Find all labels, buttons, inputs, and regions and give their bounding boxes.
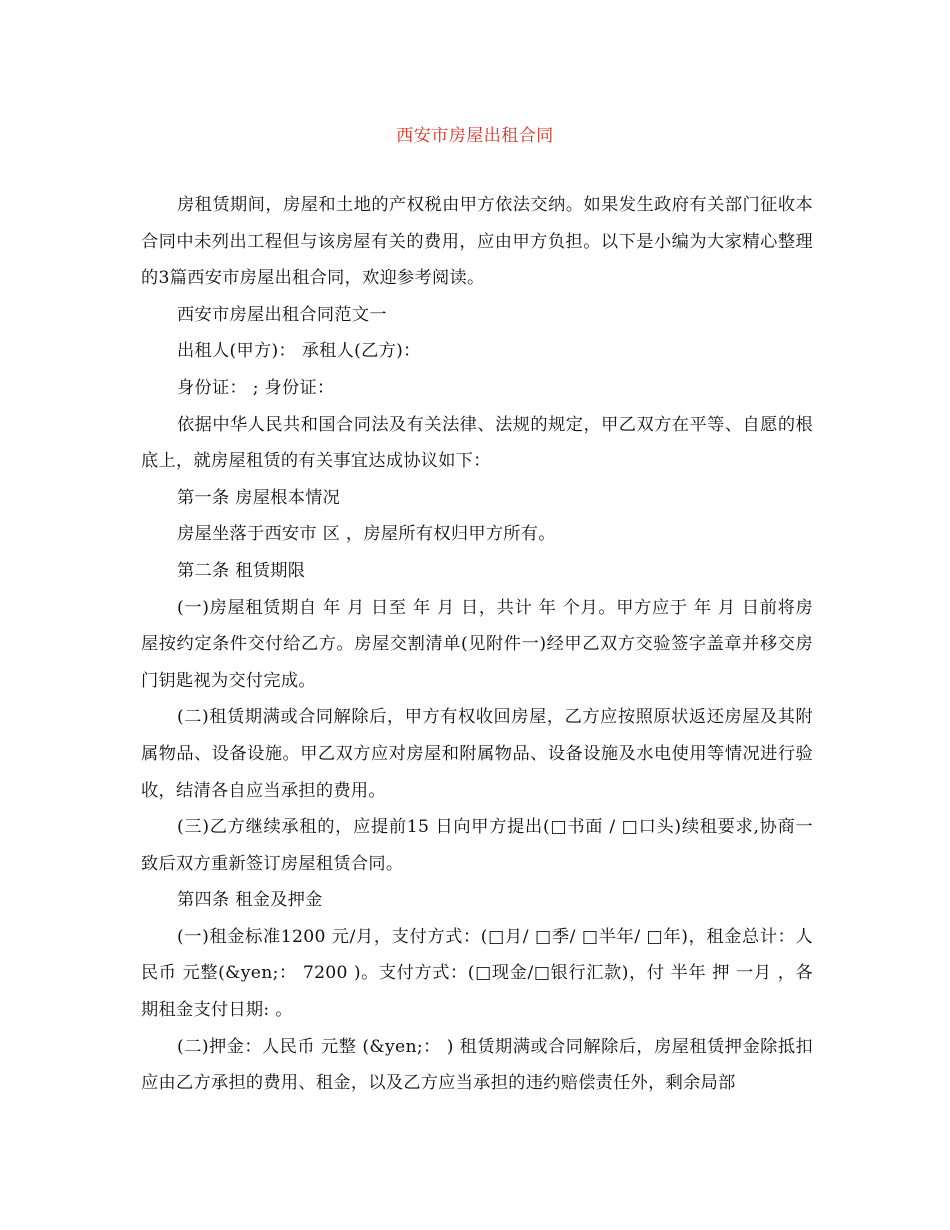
document-title: 西安市房屋出租合同 — [396, 126, 554, 146]
article-4-clause-2: (二)押金：人民币 元整 (&yen;： ) 租赁期满或合同解除后，房屋租赁押金除抵扣应由乙方承担的费用、租金，以及乙方应当承担的违约赔偿责任外，剩余局部 — [141, 1036, 813, 1094]
paragraph-id-cards: 身份证： ; 身份证： — [177, 377, 335, 398]
article-4-clause-1: (一)租金标准1200 元/月，支付方式：(□月/ □季/ □半年/ □年)，租金总计：人民币 元整(&yen;： 7200 )。支付方式：(□现金/□银行汇款)，付 半年 押 一月 ，各期租金支付日期: 。 — [141, 926, 813, 1021]
paragraph-intro: 房租赁期间，房屋和土地的产权税由甲方依法交纳。如果发生政府有关部门征收本合同中未列出工程但与该房屋有关的费用，应由甲方负担。以下是小编为大家精心整理的3篇西安市房屋出租合同，欢迎参考阅读。 — [141, 195, 813, 289]
article-1-body: 房屋坐落于西安市 区 ，房屋所有权归甲方所有。 — [177, 524, 556, 545]
paragraph-preamble: 依据中华人民共和国合同法及有关法律、法规的规定，甲乙双方在平等、自愿的根底上，就房屋租赁的有关事宜达成协议如下： — [141, 414, 813, 472]
article-2-clause-3: (三)乙方继续承租的，应提前15 日向甲方提出(□书面 / □口头)续租要求,协商一致后双方重新签订房屋租赁合同。 — [141, 817, 813, 874]
article-1-heading: 第一条 房屋根本情况 — [177, 487, 341, 508]
document-body — [141, 187, 813, 1102]
paragraph-parties: 出租人(甲方)： 承租人(乙方)： — [177, 341, 421, 362]
article-4-heading: 第四条 租金及押金 — [177, 890, 323, 911]
paragraph-sample-heading: 西安市房屋出租合同范文一 — [177, 304, 387, 325]
article-2-heading: 第二条 租赁期限 — [177, 560, 306, 581]
article-2-clause-2: (二)租赁期满或合同解除后，甲方有权收回房屋，乙方应按照原状返还房屋及其附属物品、设备设施。甲乙双方应对房屋和附属物品、设备设施及水电使用等情况进行验收，结清各自应当承担的费用。 — [141, 707, 813, 801]
article-2-clause-1: (一)房屋租赁期自 年 月 日至 年 月 日，共计 年 个月。甲方应于 年 月 日前将房屋按约定条件交付给乙方。房屋交割清单(见附件一)经甲乙双方交验签字盖章并移交房门钥匙视为交付完成。 — [141, 597, 813, 691]
